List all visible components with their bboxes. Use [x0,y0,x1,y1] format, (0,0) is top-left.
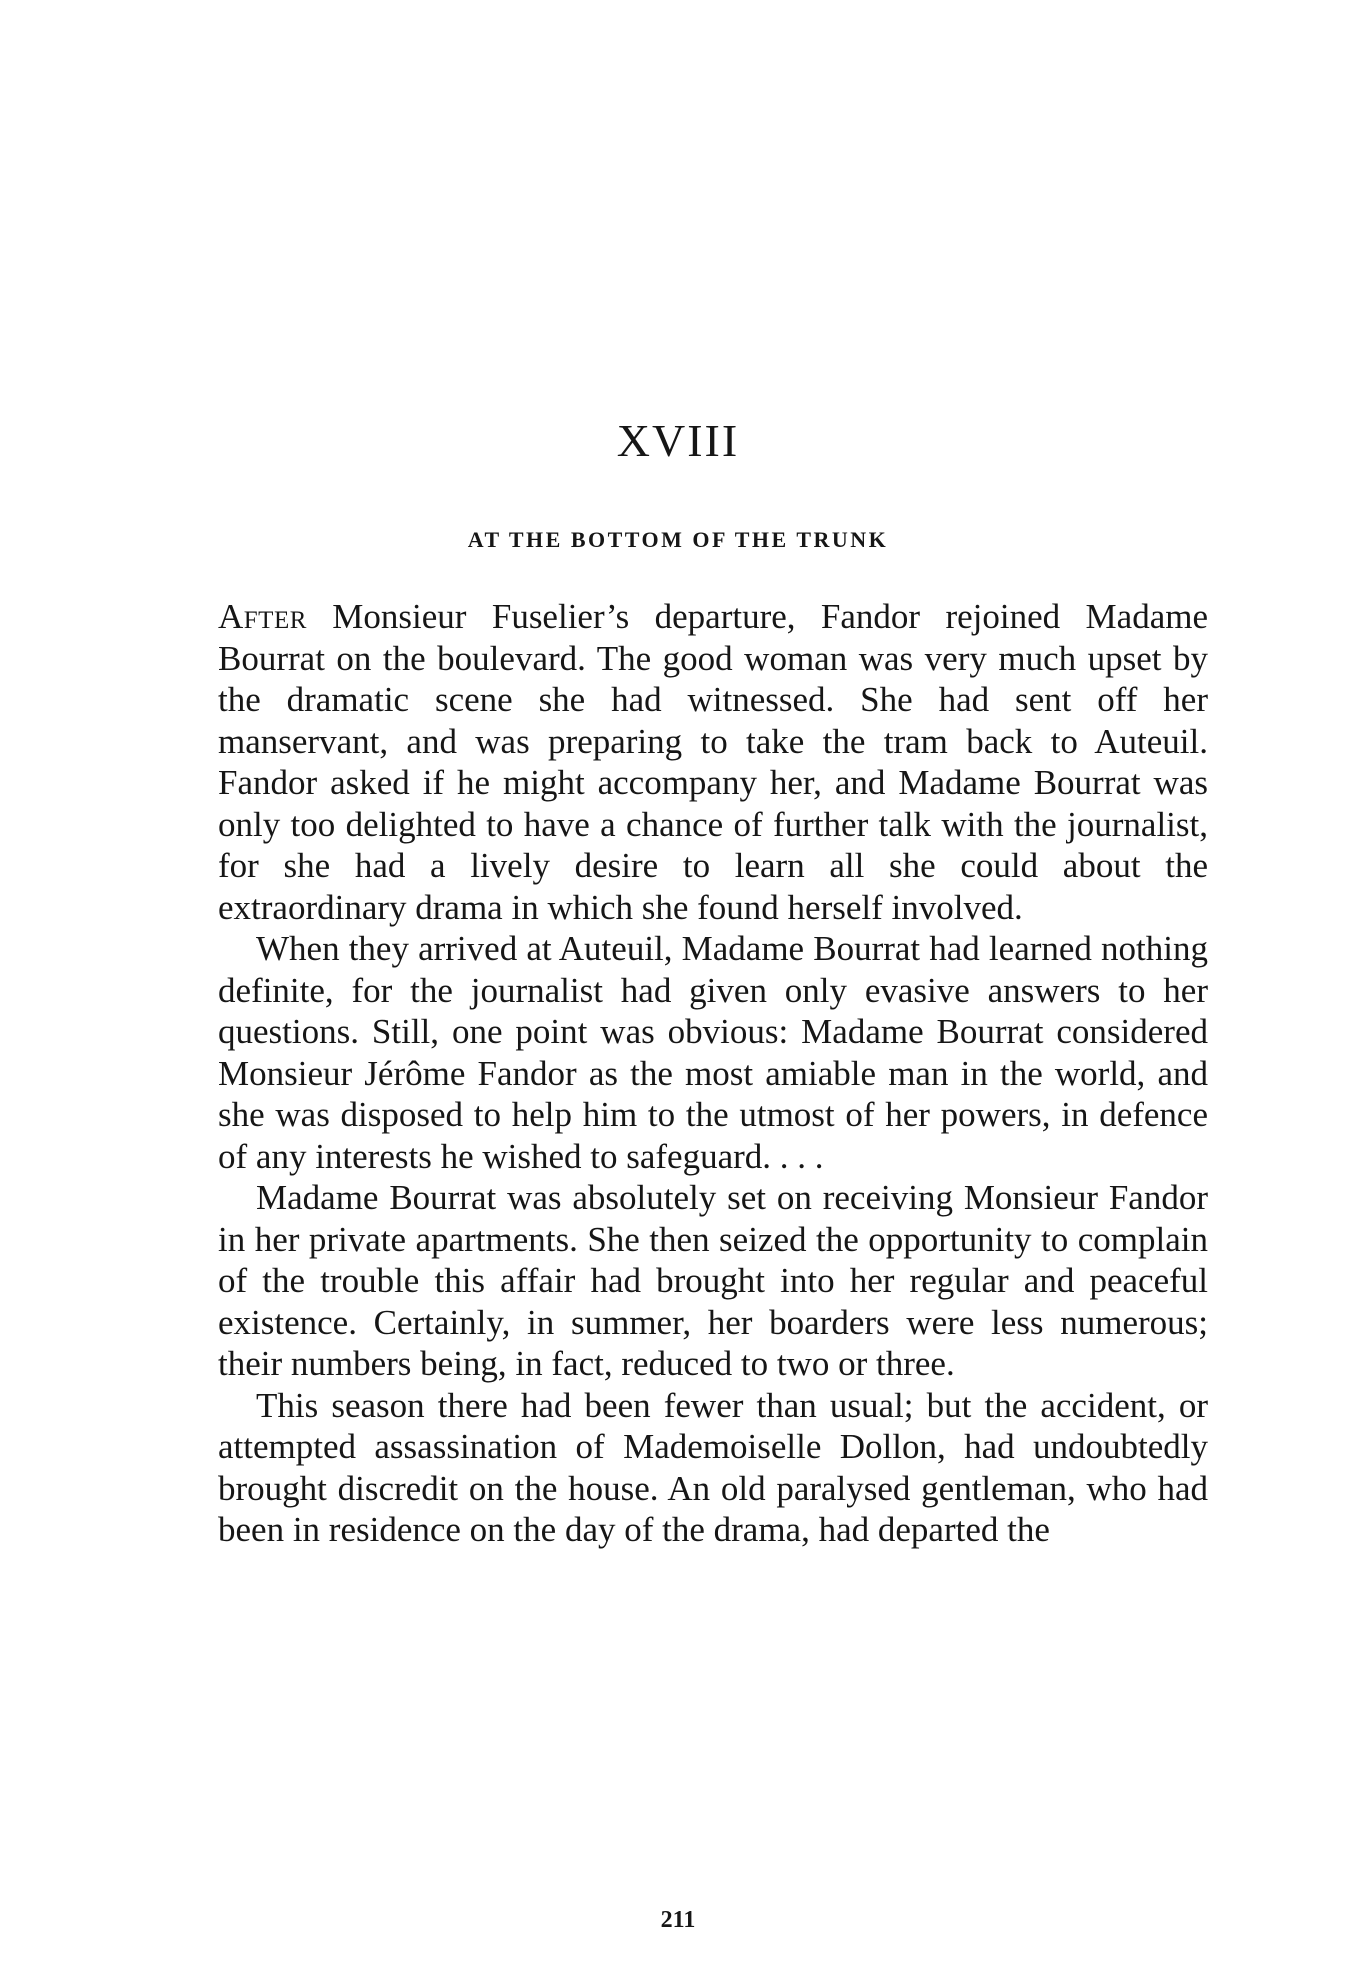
paragraph-3: Madame Bourrat was absolutely set on receiving Monsieur Fandor in her private apartments. She then seized the opportunity to complain of the trouble this affair had brought into her regular and peaceful existence. Certainly, in summer, her boarders were less numerous; their numbers being, in fact, reduced to two or three. [218,1178,1208,1383]
paragraph-1 [218,596,1208,928]
chapter-body [218,596,1208,1551]
paragraph-4: This season there had been fewer than usual; but the accident, or attempted assassination of Mademoiselle Dollon, had undoubtedly brought discredit on the house. An old paralysed gentleman, who had been in residence on the day of the drama, had departed the [218,1385,1208,1549]
page-number: 211 [660,1907,696,1933]
chapter-title: AT THE BOTTOM OF THE TRUNK [467,527,889,552]
paragraph-2: When they arrived at Auteuil, Madame Bourrat had learned nothing definite, for the journalist had given only evasive answers to her questions. Still, one point was obvious: Madame Bourrat considered Monsieur Jérôme Fandor as the most amiable man in the world, and she was disposed to help him to the utmost of her powers, in defence of any interests he wished to safeguard. . . . [218,929,1208,1176]
chapter-number: XVIII [616,415,740,466]
paragraph-1-text: Monsieur Fuselier’s departure, Fandor rejoined Madame Bourrat on the boulevard. The good woman was very much upset by the dramatic scene she had witnessed. She had sent off her manservant, and was preparing to take the tram back to Auteuil. Fandor asked if he might accompany her, and Madame Bourrat was only too delighted to have a chance of further talk with the journalist, for she had a lively desire to learn all she could about the extraordinary drama in which she found herself involved. [218,597,1208,927]
paragraph-lead-in: After [218,597,307,636]
